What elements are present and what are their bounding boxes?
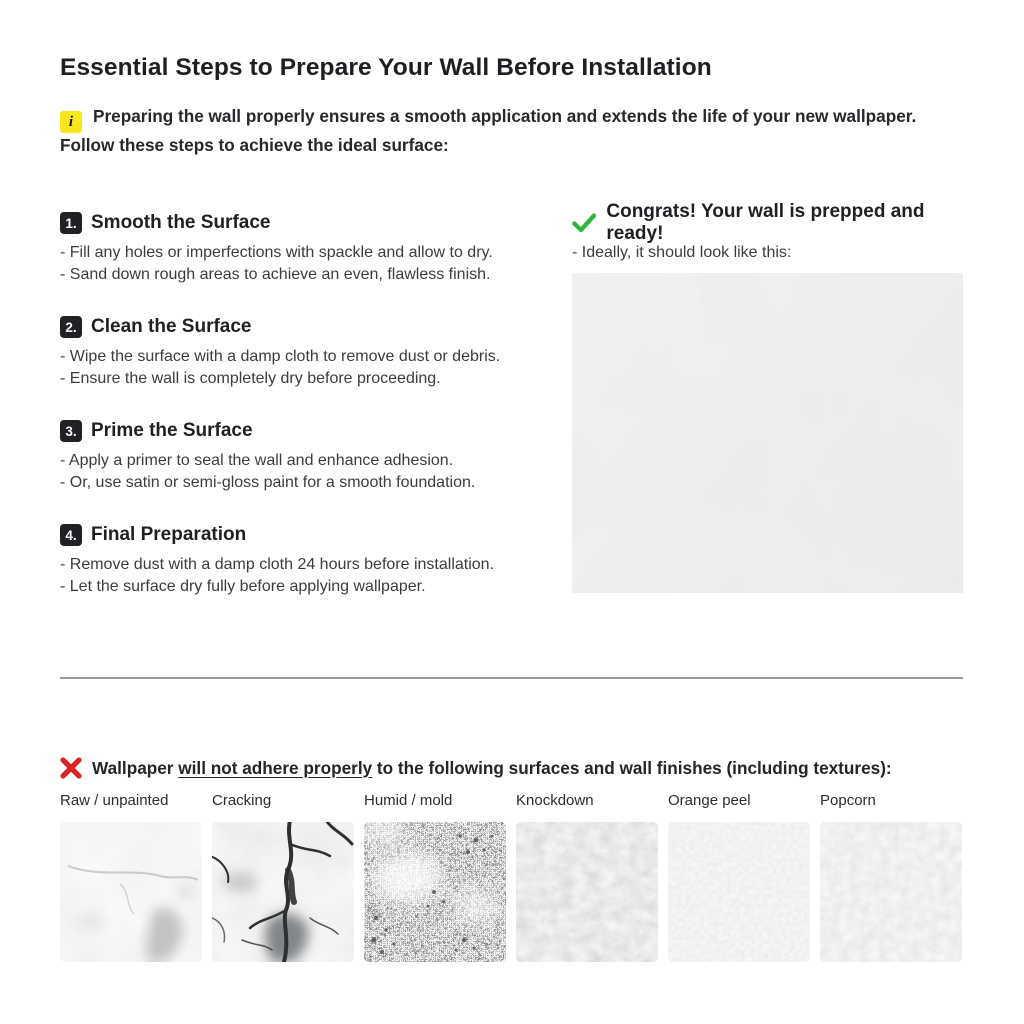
texture-card-knockdown: [516, 792, 658, 962]
texture-image-knockdown: [516, 822, 658, 962]
step-3-bullet-1: - Apply a primer to seal the wall and enhance adhesion.: [60, 452, 454, 469]
texture-label: Humid / mold: [364, 792, 453, 809]
step-3-number-badge: 3.: [60, 420, 82, 442]
warning-underlined: will not adhere properly: [178, 757, 373, 778]
step-4-bullet-1: - Remove dust with a damp cloth 24 hours before installation.: [60, 556, 495, 573]
step-item-1: [60, 210, 532, 285]
step-2-bullet-1: - Wipe the surface with a damp cloth to remove dust or debris.: [60, 348, 501, 365]
texture-label: Orange peel: [668, 792, 751, 809]
bad-surface-gallery: [60, 792, 962, 962]
step-item-3: [60, 418, 532, 493]
prepped-wall-image: [572, 273, 963, 593]
intro-paragraph: [60, 104, 968, 158]
warning-text: [92, 758, 892, 779]
step-3-title: Prime the Surface: [91, 420, 253, 441]
texture-image-raw-unpainted: [60, 822, 202, 962]
step-2-title: Clean the Surface: [91, 316, 252, 337]
texture-label: Raw / unpainted: [60, 792, 169, 809]
step-3-bullet-2: - Or, use satin or semi-gloss paint for a smooth foundation.: [60, 473, 476, 491]
texture-label: Cracking: [212, 792, 272, 809]
warning-suffix: to the following surfaces and wall finishes (including textures):: [372, 757, 892, 778]
step-2-number-badge: 2.: [60, 316, 82, 338]
step-item-4: [60, 522, 532, 597]
page-title: Essential Steps to Prepare Your Wall Before Installation: [60, 54, 712, 81]
step-item-2: [60, 314, 532, 389]
texture-card-orange-peel: [668, 792, 810, 962]
texture-image-popcorn: [820, 822, 962, 962]
step-1-bullet-1: - Fill any holes or imperfections with spackle and allow to dry.: [60, 244, 493, 261]
step-1-title: Smooth the Surface: [91, 212, 271, 233]
step-1-bullet-2: - Sand down rough areas to achieve an even, flawless finish.: [60, 265, 491, 283]
step-1-number-badge: 1.: [60, 212, 82, 234]
step-3-heading: [60, 418, 532, 444]
steps-list: [60, 210, 532, 626]
warning-prefix: Wallpaper: [92, 757, 179, 778]
texture-card-humid-mold: [364, 792, 506, 962]
result-heading: [572, 201, 963, 244]
section-divider: [60, 677, 963, 679]
check-icon: [572, 212, 596, 234]
texture-card-popcorn: [820, 792, 962, 962]
texture-image-humid-mold: [364, 822, 506, 962]
step-4-number-badge: 4.: [60, 524, 82, 546]
texture-image-cracking: [212, 822, 354, 962]
step-4-title: Final Preparation: [91, 524, 247, 545]
result-panel: [572, 201, 963, 593]
step-2-heading: [60, 314, 532, 340]
texture-image-orange-peel: [668, 822, 810, 962]
x-icon: [60, 757, 82, 779]
result-title: Congrats! Your wall is prepped and ready!: [606, 201, 925, 244]
texture-label: Knockdown: [516, 792, 594, 809]
texture-card-cracking: [212, 792, 354, 962]
texture-label: Popcorn: [820, 792, 876, 809]
intro-text: Preparing the wall properly ensures a smooth application and extends the life of your new wallpaper. Follow these steps to achieve the ideal surface:: [60, 106, 917, 155]
step-2-bullet-2: - Ensure the wall is completely dry before proceeding.: [60, 369, 441, 387]
step-4-heading: [60, 522, 532, 548]
result-subtitle: - Ideally, it should look like this:: [572, 244, 792, 261]
texture-card-raw-unpainted: [60, 792, 202, 962]
info-icon: i: [60, 111, 82, 133]
step-4-bullet-2: - Let the surface dry fully before applying wallpaper.: [60, 577, 426, 595]
warning-heading: [60, 757, 968, 779]
step-1-heading: [60, 210, 532, 236]
